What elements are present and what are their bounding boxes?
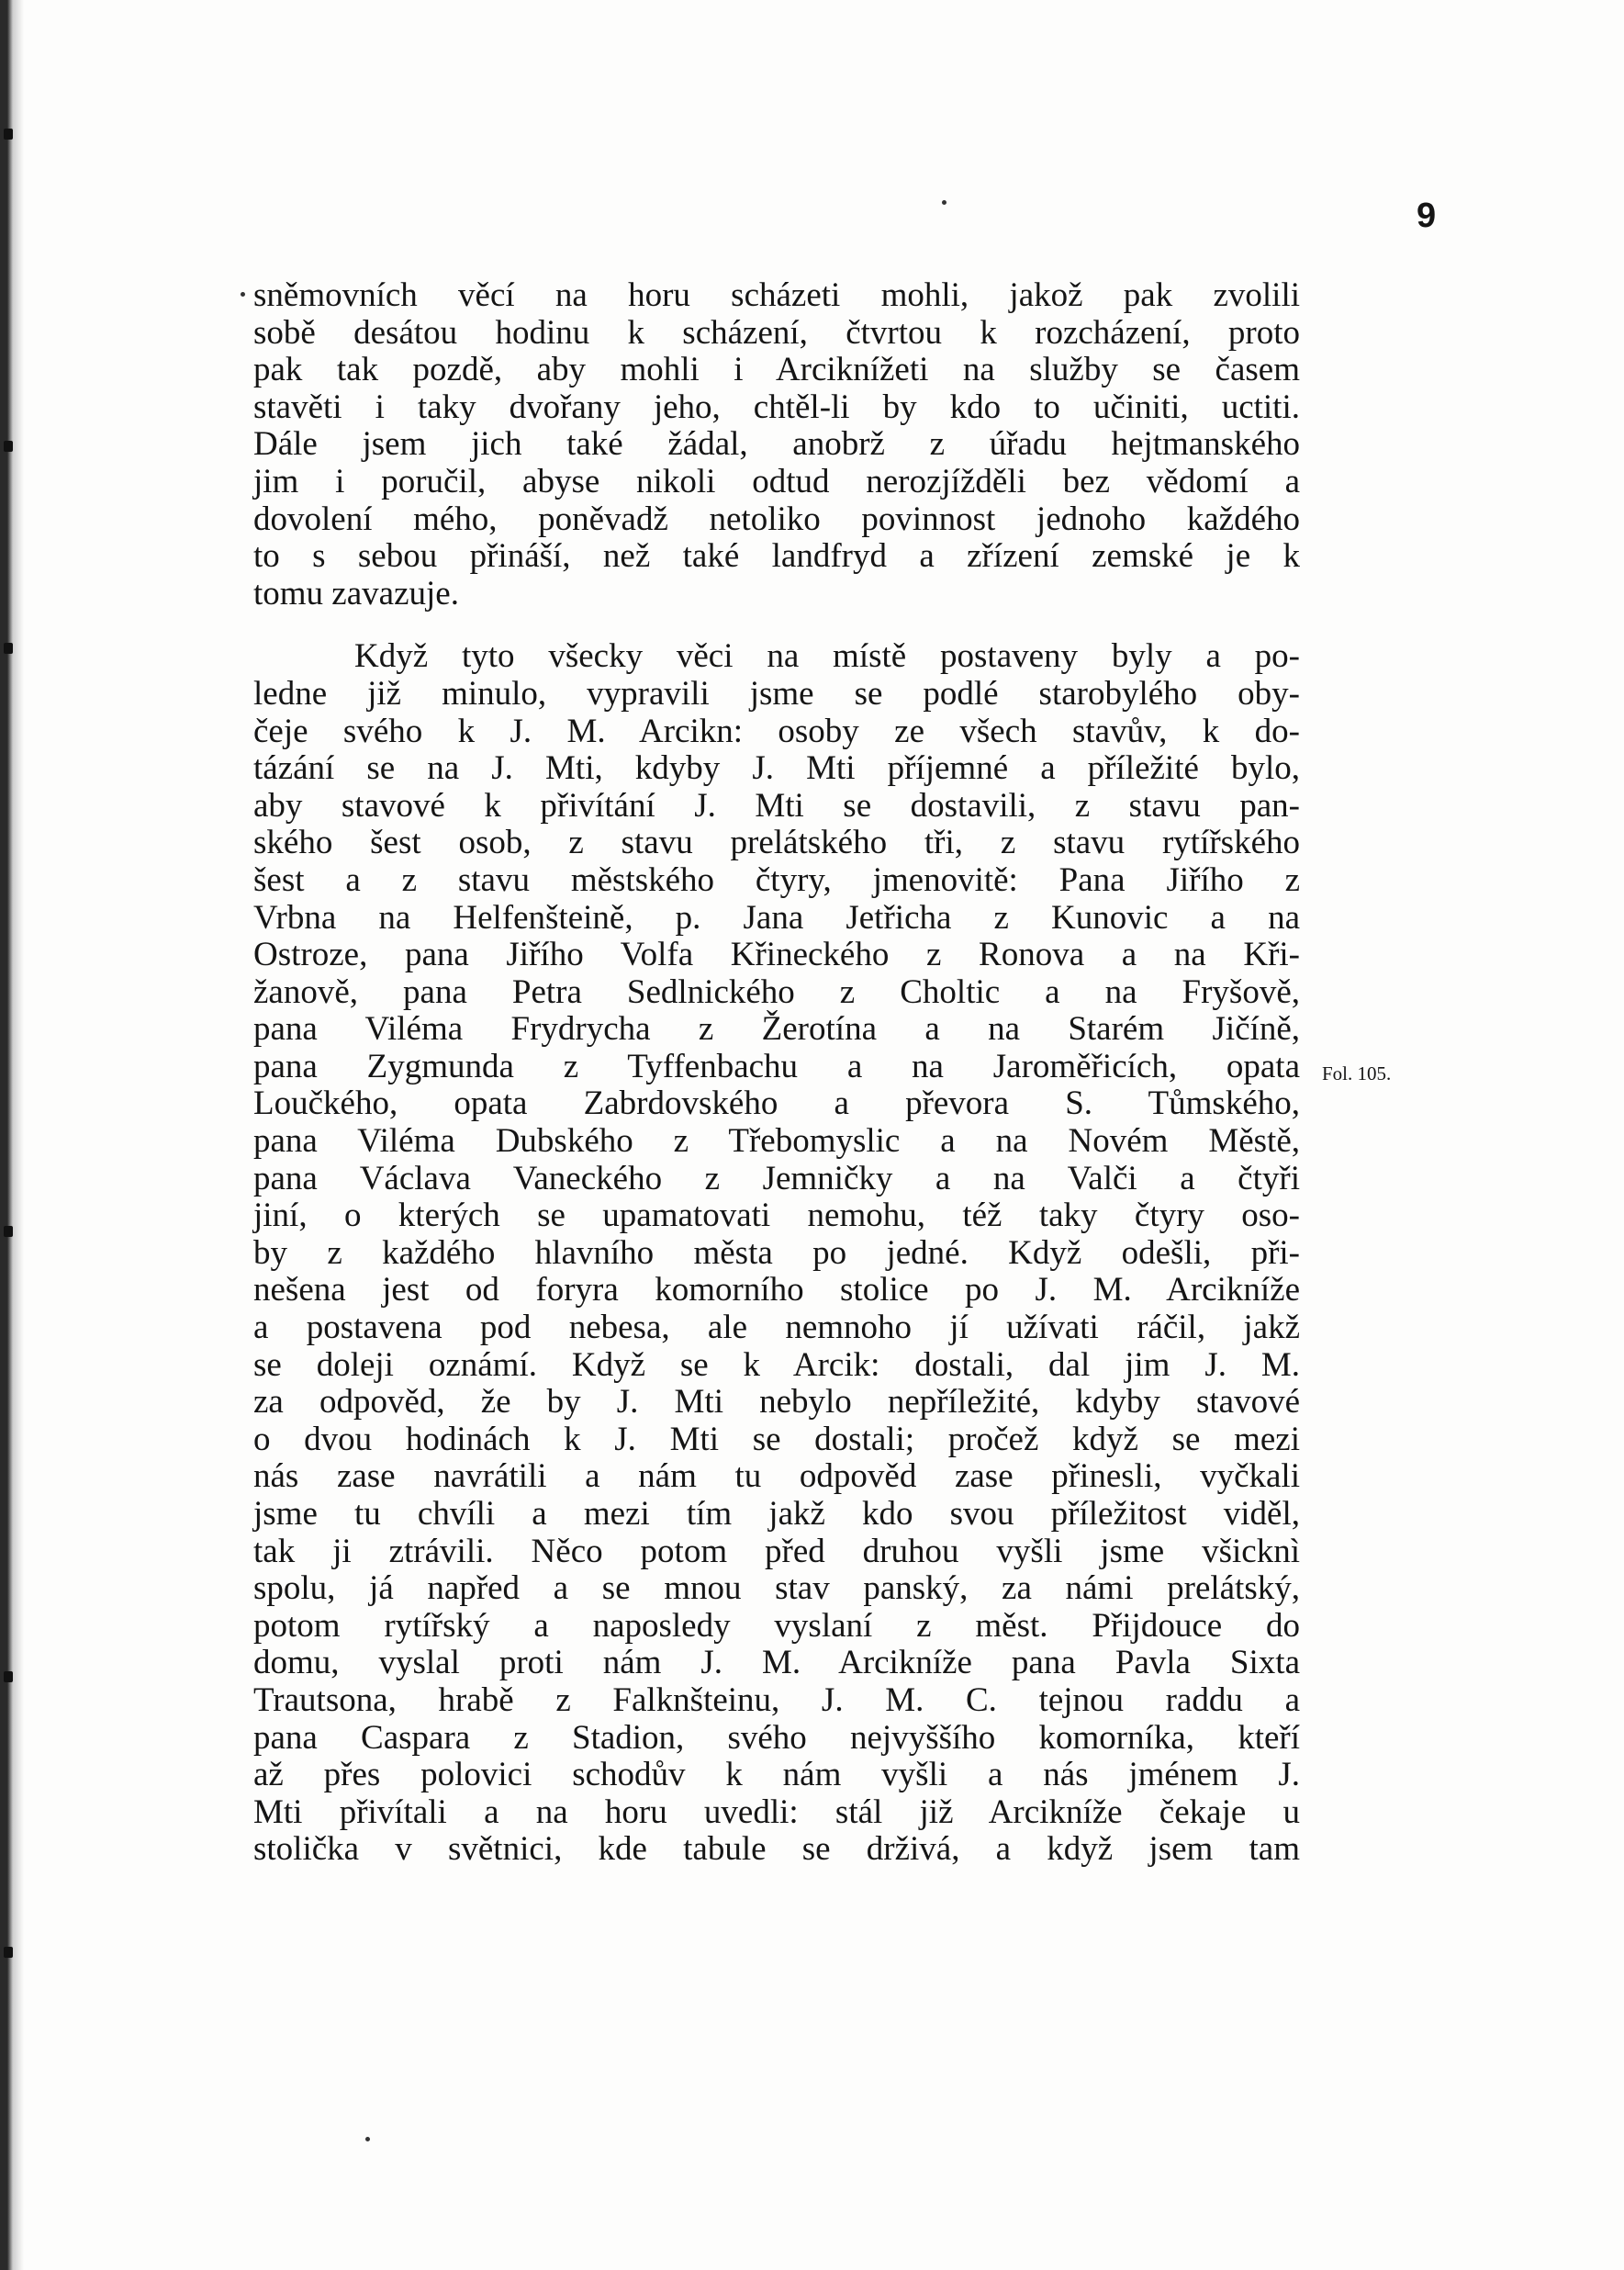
text-line: Mti přivítali a na horu uvedli: stál již Arcikníže čekaje u [253,1792,1300,1831]
print-speck [365,2137,370,2141]
text-line: by z každého hlavního města po jedné. Když odešli, při- [253,1233,1300,1272]
scan-artifact [4,441,13,452]
text-line: sněmovních věcí na horu scházeti mohli, jakož pak zvolili [253,276,1300,314]
text-line: Vrbna na Helfenšteině, p. Jana Jetřicha z Kunovic a na [253,898,1300,937]
scan-artifact [4,1226,13,1237]
text-line: žanově, pana Petra Sedlnického z Choltic a na Fryšově, [253,972,1300,1011]
text-line: stolička v světnici, kde tabule se drživá, a když jsem tam [253,1830,1300,1869]
scan-artifact [4,1947,13,1958]
print-speck [241,292,245,297]
scan-edge-shadow [0,0,24,2270]
text-line: Když tyto všecky věci na místě postaveny byly a po- [354,637,1300,676]
text-line: aby stavové k přivítání J. Mti se dostavili, z stavu pan- [253,786,1300,825]
paragraph-1 [253,277,1300,612]
text-line: jiní, o kterých se upamatovati nemohu, též taky čtyry oso- [253,1197,1300,1235]
text-line: ského šest osob, z stavu prelátského tři, z stavu rytířského [253,824,1300,862]
text-line: šest a z stavu městského čtyry, jmenovitě: Pana Jiřího z [253,860,1300,899]
text-line: o dvou hodinách k J. Mti se dostali; pročež když se mezi [253,1420,1300,1458]
text-line: pana Zygmunda z Tyffenbachu a na Jaroměřicích, opata [253,1047,1300,1085]
text-line: sobě desátou hodinu k scházení, čtvrtou k rozcházení, proto [253,313,1300,352]
text-line: pak tak pozdě, aby mohli i Arciknížeti na služby se časem [253,351,1300,389]
text-line: tak ji ztrávili. Něco potom před druhou vyšli jsme všicknì [253,1532,1300,1570]
text-line: až přes polovici schodův k nám vyšli a nás jménem J. [253,1756,1300,1794]
text-line: Dále jsem jich také žádal, anobrž z úřadu hejtmanského [253,425,1300,464]
paragraph-2 [253,638,1300,1869]
text-line: tázání se na J. Mti, kdyby J. Mti příjemné a příležité bylo, [253,749,1300,788]
text-line: pana Viléma Dubského z Třebomyslic a na Novém Městě, [253,1122,1300,1161]
folio-margin-note: Fol. 105. [1322,1062,1392,1084]
text-line: se doleji oznámí. Když se k Arcik: dostali, dal jim J. M. [253,1345,1300,1384]
body-text [253,277,1300,1869]
text-line: jim i poručil, abyse nikoli odtud nerozjížděli bez vědomí a [253,462,1300,500]
text-line: nás zase navrátili a nám tu odpověd zase přinesli, vyčkali [253,1457,1300,1496]
text-line: pana Viléma Frydrycha z Žerotína a na Starém Jičíně, [253,1010,1300,1049]
text-line: potom rytířský a naposledy vyslaní z měst. Přijdouce do [253,1606,1300,1645]
text-line: Trautsona, hrabě z Falknšteinu, J. M. C. tejnou raddu a [253,1680,1300,1719]
text-line: domu, vyslal proti nám J. M. Arcikníže pana Pavla Sixta [253,1644,1300,1682]
text-line: pana Václava Vaneckého z Jemničky a na Valči a čtyři [253,1159,1300,1197]
text-line: ledne již minulo, vypravili jsme se podlé starobylého oby- [253,674,1300,713]
text-line: Ostroze, pana Jiřího Volfa Křineckého z Ronova a na Kři- [253,936,1300,974]
text-line: tomu zavazuje. [253,574,459,612]
text-line: a postavena pod nebesa, ale nemnoho jí užívati ráčil, jakž [253,1309,1300,1347]
text-line: spolu, já napřed a se mnou stav panský, za námi prelátský, [253,1569,1300,1608]
page-number: 9 [1417,197,1437,235]
scan-artifact [4,643,13,654]
text-line: nešena jest od foryra komorního stolice po J. M. Arcikníže [253,1271,1300,1309]
text-line: jsme tu chvíli a mezi tím jakž kdo svou příležitost viděl, [253,1495,1300,1533]
text-line: za odpověd, že by J. Mti nebylo nepříležité, kdyby stavové [253,1383,1300,1422]
scan-artifact [4,129,13,140]
print-speck [942,200,946,205]
paragraph-gap [253,612,1300,638]
text-line: to s sebou přináší, než také landfryd a zřízení zemské je k [253,537,1300,576]
scan-artifact [4,1671,13,1682]
text-line: pana Caspara z Stadion, svého nejvyššího komorníka, kteří [253,1718,1300,1757]
text-line: dovolení mého, poněvadž netoliko povinnost jednoho každého [253,500,1300,538]
text-line: čeje svého k J. M. Arcikn: osoby ze všech stavův, k do- [253,712,1300,750]
text-line: Loučkého, opata Zabrdovského a převora S. Tůmského, [253,1084,1300,1123]
text-line: stavěti i taky dvořany jeho, chtěl-li by kdo to učiniti, uctiti. [253,388,1300,426]
